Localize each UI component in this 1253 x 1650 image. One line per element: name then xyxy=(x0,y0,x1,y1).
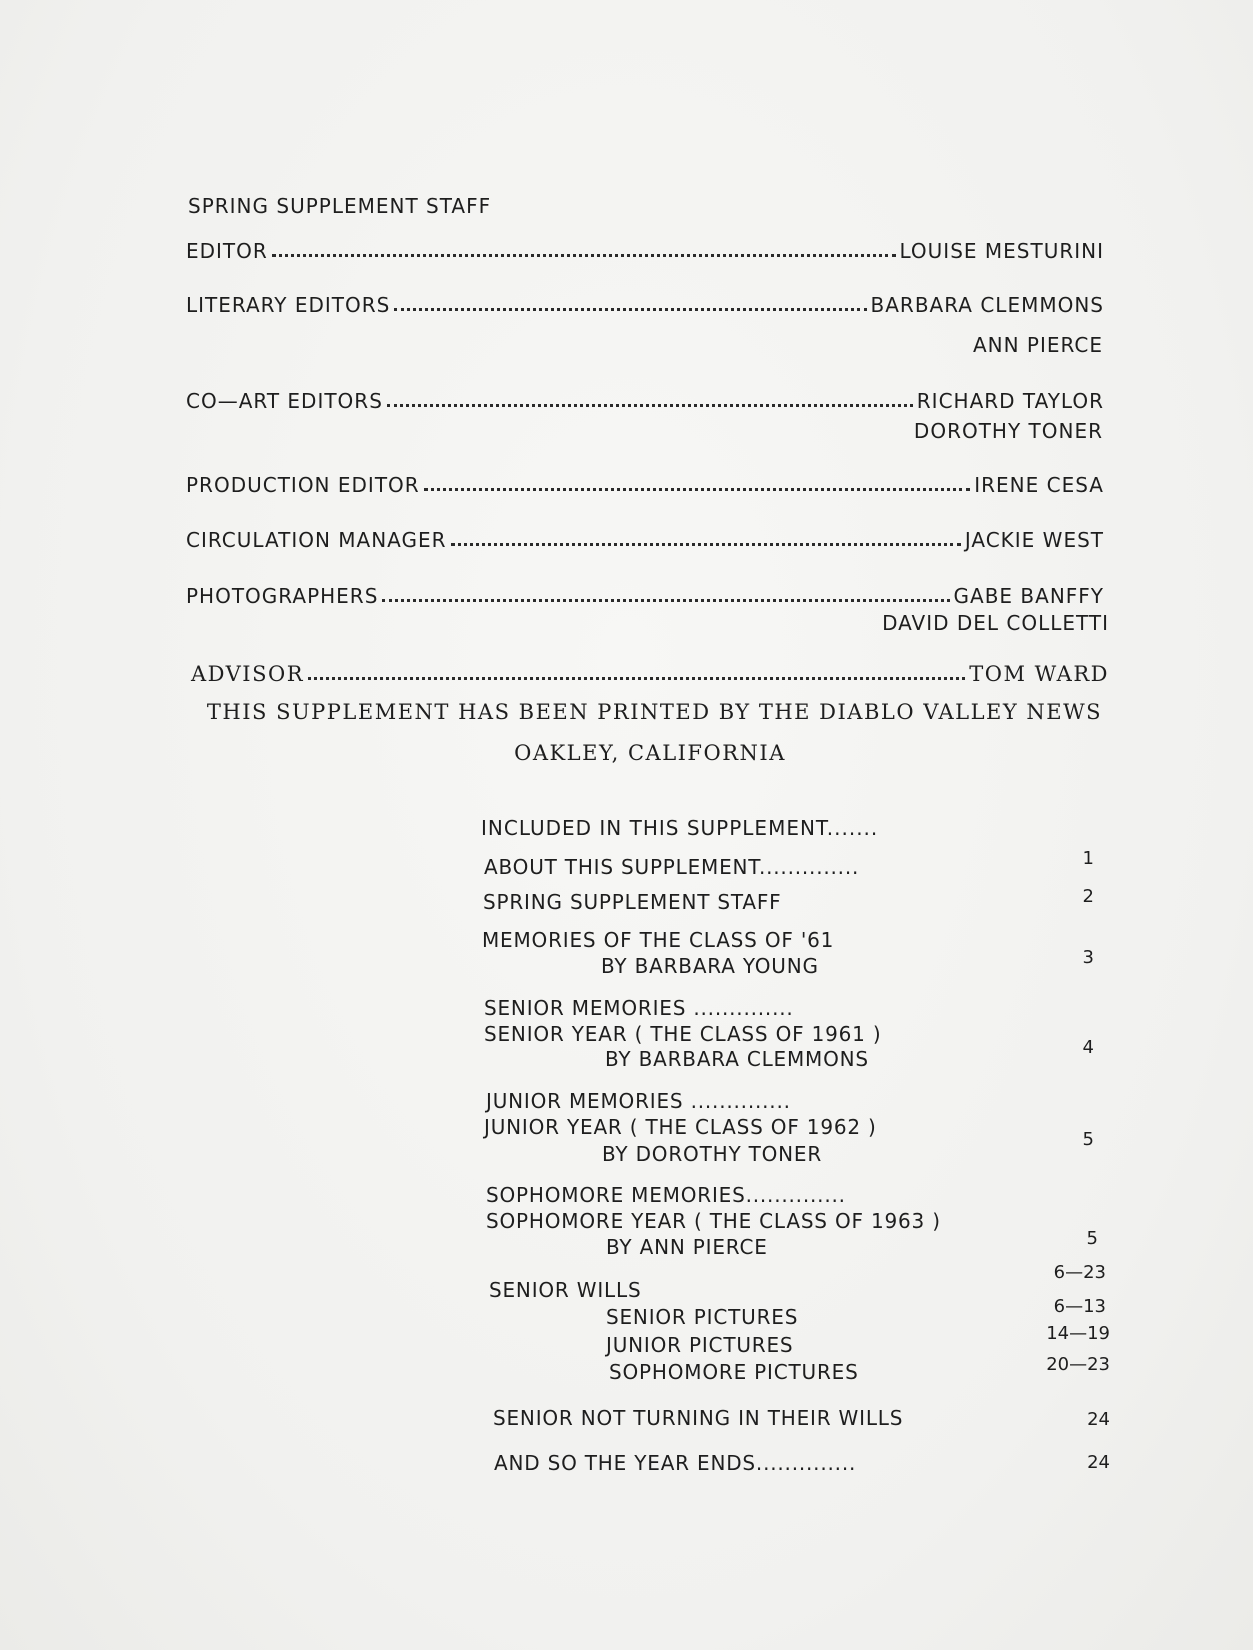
toc-item: SOPHOMORE YEAR ( THE CLASS OF 1963 ) xyxy=(486,1209,941,1233)
toc-item: SENIOR YEAR ( THE CLASS OF 1961 ) xyxy=(484,1022,882,1046)
staff-role: LITERARY EDITORS xyxy=(186,293,391,317)
staff-name: TOM WARD xyxy=(969,662,1109,686)
toc-page-number: 4 xyxy=(1082,1037,1094,1058)
toc-page-number: 6—13 xyxy=(1053,1296,1106,1317)
staff-row-production-editor xyxy=(186,467,1104,497)
toc-item: BY BARBARA CLEMMONS xyxy=(605,1047,869,1071)
staff-name: LOUISE MESTURINI xyxy=(899,239,1104,263)
staff-role: EDITOR xyxy=(186,239,268,263)
toc-page-number: 1 xyxy=(1082,848,1094,869)
leader-dots xyxy=(387,404,913,407)
toc-item: BY DOROTHY TONER xyxy=(602,1142,823,1166)
leader-dots xyxy=(394,308,866,311)
staff-name: RICHARD TAYLOR xyxy=(916,389,1104,413)
toc-item: ABOUT THIS SUPPLEMENT.............. xyxy=(484,855,860,879)
toc-page-number: 24 xyxy=(1087,1409,1110,1430)
toc-item: JUNIOR PICTURES xyxy=(606,1333,794,1357)
staff-row-co-art-editors xyxy=(186,383,1104,413)
toc-item: SOPHOMORE PICTURES xyxy=(609,1360,859,1384)
printer-line: THIS SUPPLEMENT HAS BEEN PRINTED BY THE DIABLO VALLEY NEWS xyxy=(206,700,1103,724)
toc-page-number: 5 xyxy=(1082,1129,1094,1150)
toc-page-number: 6—23 xyxy=(1053,1262,1106,1283)
toc-page-number: 20—23 xyxy=(1046,1354,1110,1375)
leader-dots xyxy=(308,677,965,680)
leader-dots xyxy=(272,254,896,257)
staff-name: IRENE CESA xyxy=(974,473,1104,497)
staff-title: SPRING SUPPLEMENT STAFF xyxy=(188,194,492,218)
toc-page-number: 14—19 xyxy=(1046,1323,1110,1344)
staff-role: ADVISOR xyxy=(191,662,305,686)
staff-row-advisor xyxy=(191,656,1109,686)
toc-title: INCLUDED IN THIS SUPPLEMENT....... xyxy=(481,816,879,840)
toc-item: SENIOR MEMORIES .............. xyxy=(484,996,794,1020)
toc-item: SENIOR PICTURES xyxy=(606,1305,799,1329)
toc-item: JUNIOR YEAR ( THE CLASS OF 1962 ) xyxy=(484,1115,877,1139)
toc-page-number: 2 xyxy=(1082,886,1094,907)
staff-row-photographers xyxy=(186,578,1104,608)
staff-name-secondary: DAVID DEL COLLETTI xyxy=(882,611,1109,635)
toc-item: JUNIOR MEMORIES .............. xyxy=(486,1089,791,1113)
toc-item: SPRING SUPPLEMENT STAFF xyxy=(483,890,782,914)
toc-page-number: 24 xyxy=(1087,1452,1110,1473)
staff-row-circulation-manager xyxy=(186,522,1104,552)
staff-name: JACKIE WEST xyxy=(964,528,1104,552)
toc-page-number: 5 xyxy=(1086,1228,1098,1249)
toc-item: SENIOR WILLS xyxy=(489,1278,642,1302)
leader-dots xyxy=(424,488,971,491)
toc-item: BY BARBARA YOUNG xyxy=(601,954,819,978)
printer-location: OAKLEY, CALIFORNIA xyxy=(514,741,786,765)
toc-item: AND SO THE YEAR ENDS.............. xyxy=(494,1451,857,1475)
toc-item: MEMORIES OF THE CLASS OF '61 xyxy=(482,928,835,952)
toc-page-number: 3 xyxy=(1082,947,1094,968)
staff-name-secondary: DOROTHY TONER xyxy=(913,419,1103,443)
staff-role: PRODUCTION EDITOR xyxy=(186,473,420,497)
staff-name-secondary: ANN PIERCE xyxy=(972,333,1103,357)
leader-dots xyxy=(451,543,961,546)
staff-row-literary-editors xyxy=(186,287,1104,317)
toc-item: SOPHOMORE MEMORIES.............. xyxy=(486,1183,846,1207)
toc-item: SENIOR NOT TURNING IN THEIR WILLS xyxy=(493,1406,904,1430)
leader-dots xyxy=(382,599,949,602)
staff-name: BARBARA CLEMMONS xyxy=(870,293,1104,317)
staff-role: CO—ART EDITORS xyxy=(186,389,383,413)
staff-role: CIRCULATION MANAGER xyxy=(186,528,447,552)
staff-name: GABE BANFFY xyxy=(953,584,1104,608)
staff-role: PHOTOGRAPHERS xyxy=(186,584,379,608)
staff-row-editor xyxy=(186,233,1104,263)
toc-item: BY ANN PIERCE xyxy=(606,1235,768,1259)
